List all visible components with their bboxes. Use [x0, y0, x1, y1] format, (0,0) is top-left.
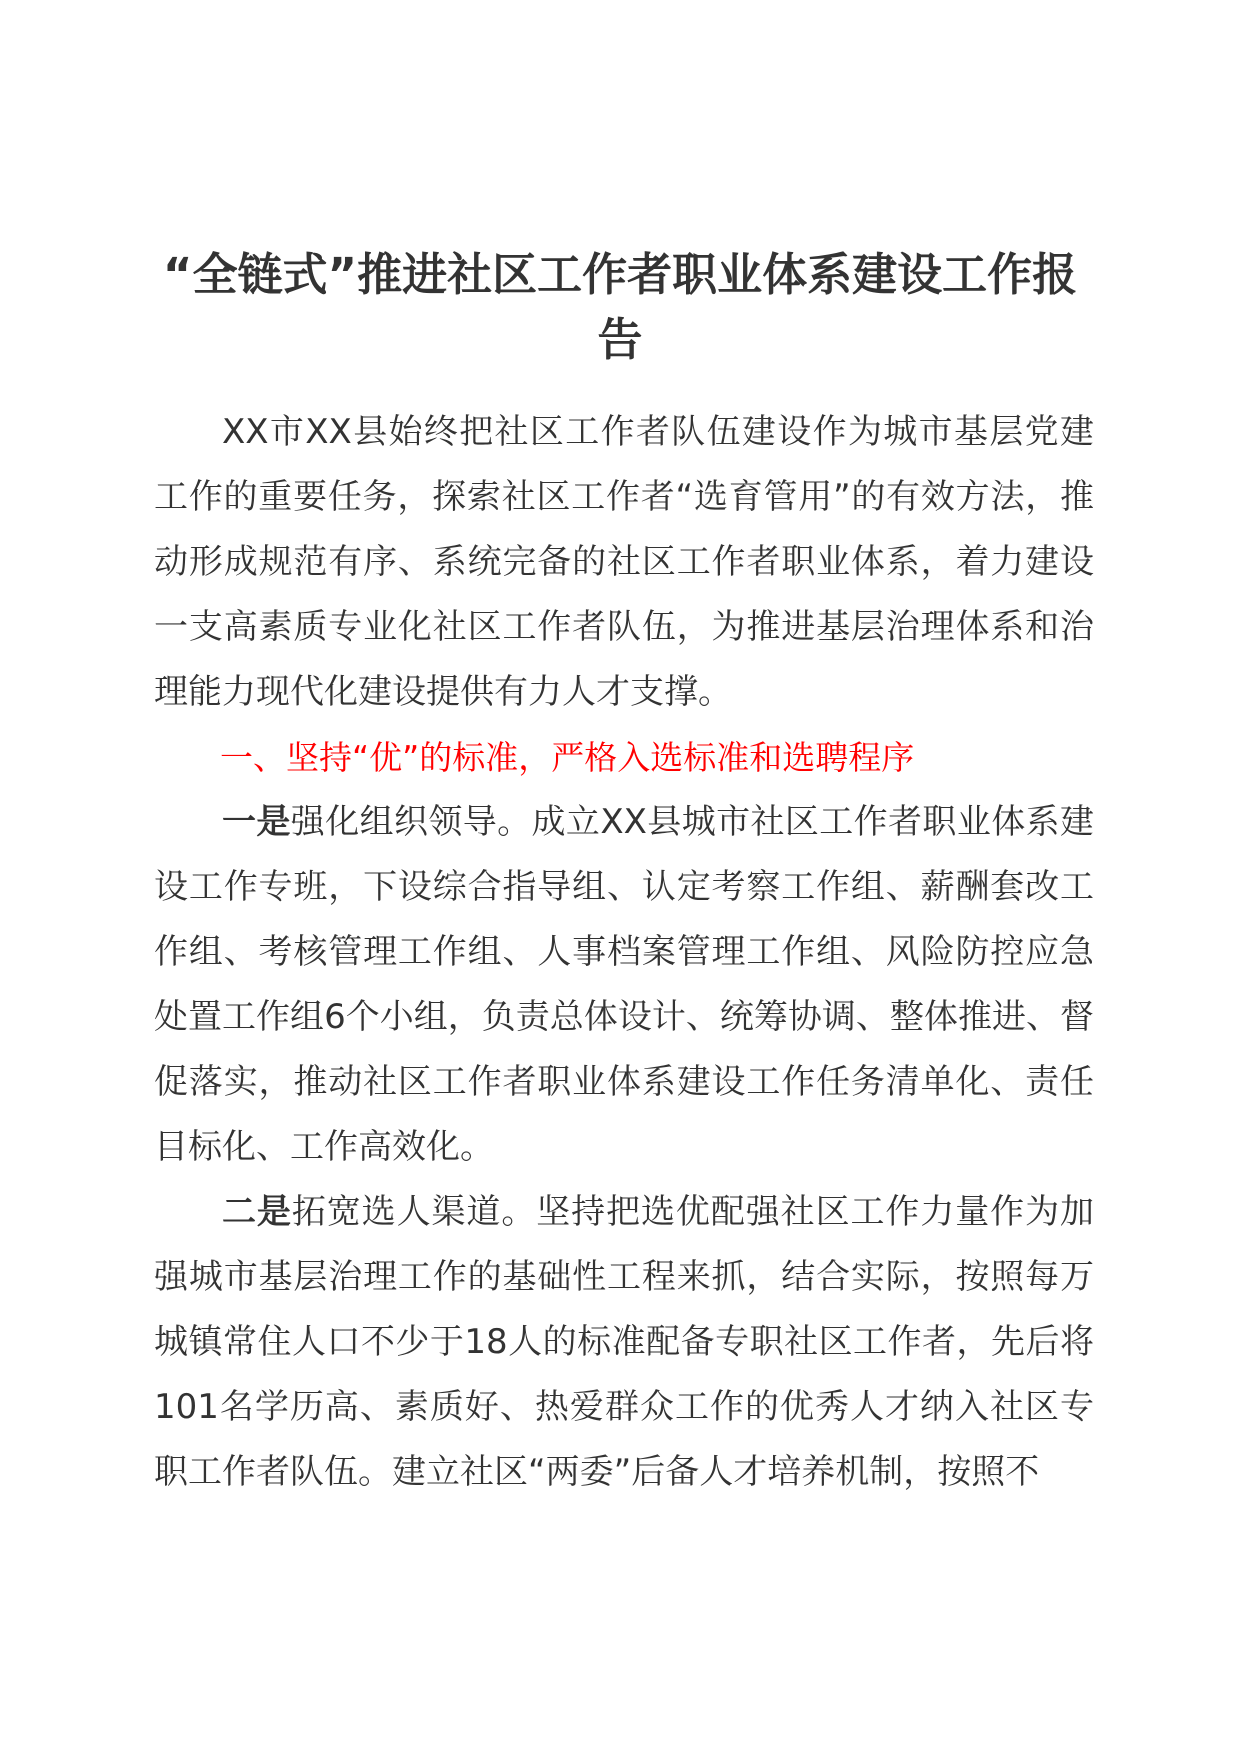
document-body: [154, 400, 1094, 1505]
item-lead-2: 二是: [222, 1192, 292, 1232]
item-text-1: 强化组织领导。成立XX县城市社区工作者职业体系建设工作专班，下设综合指导组、认定考察工作组、薪酬套改工作组、考核管理工作组、人事档案管理工作组、风险防控应急处置工作组6个小组，负责总体设计、统筹协调、整体推进、督促落实，推动社区工作者职业体系建设工作任务清单化、责任目标化、工作高效化。: [154, 802, 1095, 1167]
item-text-2: 拓宽选人渠道。坚持把选优配强社区工作力量作为加强城市基层治理工作的基础性工程来抓，结合实际，按照每万城镇常住人口不少于18人的标准配备专职社区工作者，先后将101名学历高、素质好、热爱群众工作的优秀人才纳入社区专职工作者队伍。建立社区“两委”后备人才培养机制，按照不: [154, 1192, 1095, 1492]
item-paragraph-2: [154, 1180, 1094, 1505]
item-lead-1: 一是: [222, 802, 291, 842]
document-title: “全链式”推进社区工作者职业体系建设工作报告: [162, 248, 1078, 366]
intro-paragraph: XX市XX县始终把社区工作者队伍建设作为城市基层党建工作的重要任务，探索社区工作者“选育管用”的有效方法，推动形成规范有序、系统完备的社区工作者职业体系，着力建设一支高素质专业化社区工作者队伍，为推进基层治理体系和治理能力现代化建设提供有力人才支撑。: [154, 412, 1094, 712]
item-paragraph-1: [154, 790, 1094, 1180]
section-heading: 一、坚持“优”的标准，严格入选标准和选聘程序: [220, 738, 915, 777]
